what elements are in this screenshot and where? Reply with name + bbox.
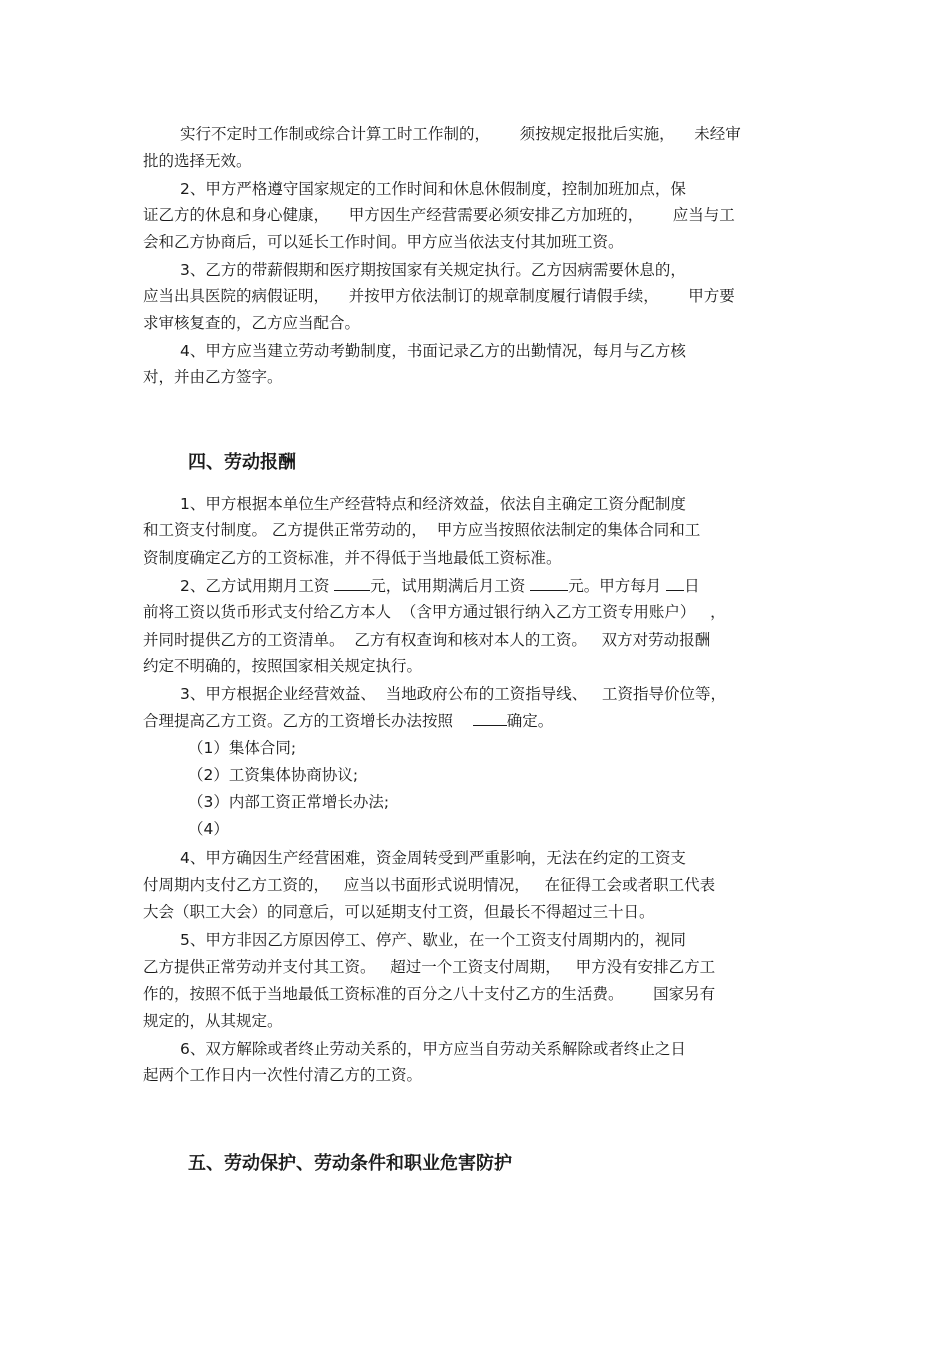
paragraph-line: 约定不明确的，按照国家相关规定执行。 bbox=[143, 657, 423, 675]
raise-text-1: 合理提高乙方工资。乙方的工资增长办法按照 bbox=[143, 712, 473, 730]
wage-text-2: 元，试用期满后月工资 bbox=[370, 577, 531, 595]
paragraph-line: 前将工资以货币形式支付给乙方本人 （含甲方通过银行纳入乙方工资专用账户） ， bbox=[143, 603, 726, 621]
section-heading-labor-protection: 五、劳动保护、劳动条件和职业危害防护 bbox=[188, 1153, 512, 1174]
paragraph-line: 实行不定时工作制或综合计算工时工作制的， 须按规定报批后实施， 未经审 bbox=[180, 125, 741, 143]
option-item: （3）内部工资正常增长办法; bbox=[188, 793, 390, 811]
paragraph-line: 资制度确定乙方的工资标准，并不得低于当地最低工资标准。 bbox=[143, 549, 562, 567]
paragraph-line: 3、乙方的带薪假期和医疗期按国家有关规定执行。乙方因病需要休息的， bbox=[180, 261, 686, 279]
paragraph-line: 4、甲方应当建立劳动考勤制度，书面记录乙方的出勤情况，每月与乙方核 bbox=[180, 342, 686, 360]
raise-method-blank bbox=[473, 711, 507, 726]
paragraph-line: 对，并由乙方签字。 bbox=[143, 368, 283, 386]
paragraph-line: 3、甲方根据企业经营效益、 当地政府公布的工资指导线、 工资指导价位等， bbox=[180, 685, 726, 703]
regular-wage-blank bbox=[530, 576, 568, 591]
option-item: （4） bbox=[188, 820, 229, 838]
paragraph-line: 付周期内支付乙方工资的， 应当以书面形式说明情况， 在征得工会或者职工代表 bbox=[143, 876, 716, 894]
paragraph-line: 和工资支付制度。 乙方提供正常劳动的， 甲方应当按照依法制定的集体合同和工 bbox=[143, 521, 701, 539]
wage-text-1: 2、乙方试用期月工资 bbox=[180, 577, 335, 595]
wage-text-3: 元。甲方每月 bbox=[568, 577, 667, 595]
paragraph-line: 证乙方的休息和身心健康， 甲方因生产经营需要必须安排乙方加班的， 应当与工 bbox=[143, 206, 735, 224]
paragraph-line: 5、甲方非因乙方原因停工、停产、歇业，在一个工资支付周期内的，视同 bbox=[180, 931, 686, 949]
wage-clause-line bbox=[180, 576, 700, 596]
raise-text-2: 确定。 bbox=[506, 712, 554, 730]
paragraph-line: 起两个工作日内一次性付清乙方的工资。 bbox=[143, 1066, 423, 1084]
paragraph-line: 应当出具医院的病假证明， 并按甲方依法制订的规章制度履行请假手续， 甲方要 bbox=[143, 287, 735, 305]
option-item: （1）集体合同; bbox=[188, 739, 297, 757]
wage-text-4: 日 bbox=[684, 577, 700, 595]
paragraph-line: 规定的，从其规定。 bbox=[143, 1012, 283, 1030]
section-heading-wages: 四、劳动报酬 bbox=[188, 452, 296, 473]
paragraph-line: 大会（职工大会）的同意后，可以延期支付工资，但最长不得超过三十日。 bbox=[143, 903, 655, 921]
option-item: （2）工资集体协商协议; bbox=[188, 766, 359, 784]
paragraph-line: 6、双方解除或者终止劳动关系的，甲方应当自劳动关系解除或者终止之日 bbox=[180, 1040, 686, 1058]
paragraph-line: 并同时提供乙方的工资清单。 乙方有权查询和核对本人的工资。 双方对劳动报酬 bbox=[143, 631, 711, 649]
paragraph-line: 求审核复查的，乙方应当配合。 bbox=[143, 314, 361, 332]
payday-blank bbox=[666, 576, 684, 591]
paragraph-line: 1、甲方根据本单位生产经营特点和经济效益，依法自主确定工资分配制度 bbox=[180, 495, 686, 513]
paragraph-line: 会和乙方协商后，可以延长工作时间。甲方应当依法支付其加班工资。 bbox=[143, 233, 624, 251]
probation-wage-blank bbox=[334, 576, 370, 591]
paragraph-line: 批的选择无效。 bbox=[143, 152, 252, 170]
raise-method-line bbox=[143, 711, 553, 731]
paragraph-line: 2、甲方严格遵守国家规定的工作时间和休息休假制度，控制加班加点，保 bbox=[180, 180, 686, 198]
paragraph-line: 乙方提供正常劳动并支付其工资。 超过一个工资支付周期， 甲方没有安排乙方工 bbox=[143, 958, 716, 976]
paragraph-line: 4、甲方确因生产经营困难，资金周转受到严重影响，无法在约定的工资支 bbox=[180, 849, 686, 867]
paragraph-line: 作的，按照不低于当地最低工资标准的百分之八十支付乙方的生活费。 国家另有 bbox=[143, 985, 716, 1003]
